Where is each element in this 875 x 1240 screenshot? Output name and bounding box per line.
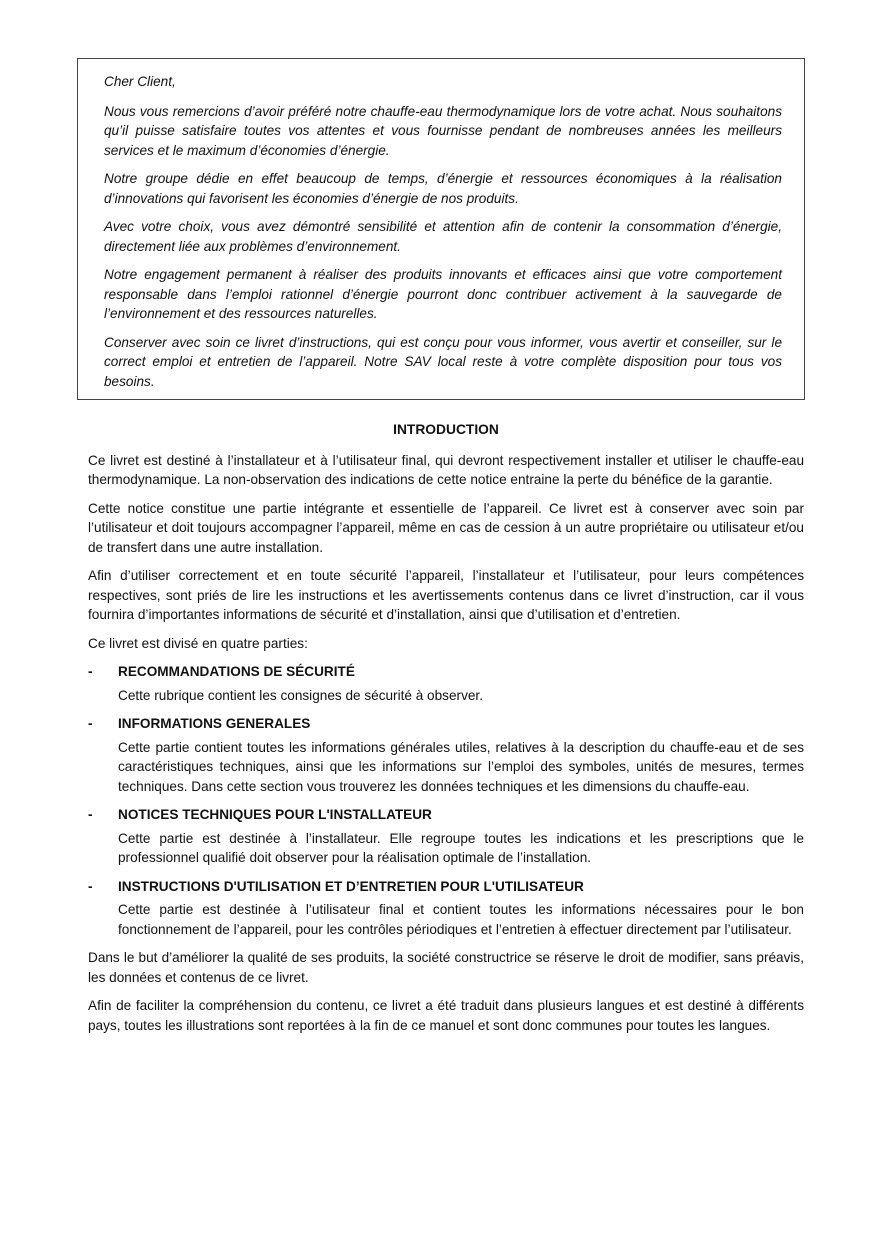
- list-item: [88, 805, 804, 868]
- part-description: Cette rubrique contient les consignes de sécurité à observer.: [118, 687, 483, 703]
- intro-paragraph: Afin d’utiliser correctement et en toute sécurité l’appareil, l’installateur et l’utilisateur, pour leurs compétences respectives, sont priés de lire les instructions et les avertissements contenus dans ce livret d’instruction, car il vous fournira d’importantes informations de sécurité et d’installation, ainsi que d’utilisation et d’entretien.: [88, 568, 804, 622]
- letter-paragraph: Nous vous remercions d’avoir préféré notre chauffe-eau thermodynamique lors de votre achat. Nous souhaitons qu’il puisse satisfaire toutes vos attentes et vous fournisse pendant de nombreuses années les meilleurs services et le maximum d’économies d’énergie.: [104, 103, 782, 158]
- part-title: INSTRUCTIONS D'UTILISATION ET D’ENTRETIEN POUR L'UTILISATEUR: [118, 878, 584, 894]
- introduction-section: [88, 420, 804, 1044]
- closing-paragraph: Afin de faciliter la compréhension du contenu, ce livret a été traduit dans plusieurs langues et est destiné à différents pays, toutes les illustrations sont reportées à la fin de ce manuel et sont donc communes pour toutes les langues.: [88, 998, 804, 1033]
- bullet-dash: -: [88, 878, 93, 894]
- part-title: INFORMATIONS GENERALES: [118, 716, 311, 731]
- bullet-dash: -: [88, 716, 93, 731]
- intro-paragraph: Ce livret est destiné à l’installateur et à l’utilisateur final, qui devront respectivement installer et utiliser le chauffe-eau thermodynamique. La non-observation des indications de cette notice entraine la perte du bénéfice de la garantie.: [88, 452, 804, 487]
- part-description: Cette partie est destinée à l’utilisateur final et contient toutes les informations nécessaires pour le bon fonctionnement de l’appareil, pour les contrôles périodiques et l’entretien à effectuer directement par l’utilisateur.: [118, 902, 804, 937]
- letter-paragraph: Conserver avec soin ce livret d’instructions, qui est conçu pour vous informer, vous avertir et conseiller, sur le correct emploi et entretien de l’appareil. Notre SAV local reste à votre complète disposition pour tous vos besoins.: [104, 334, 782, 389]
- section-title: INTRODUCTION: [393, 422, 499, 437]
- letter-greeting: Cher Client,: [104, 74, 176, 89]
- letter-paragraph: Notre engagement permanent à réaliser des produits innovants et efficaces ainsi que votre comportement responsable dans l’emploi rationnel d’énergie pourront donc contribuer activement à la sauvegarde de l’environnement et des ressources naturelles.: [104, 267, 782, 321]
- list-item: [88, 714, 804, 796]
- bullet-dash: -: [88, 807, 93, 822]
- intro-paragraph: Cette notice constitue une partie intégrante et essentielle de l’appareil. Ce livret est à conserver avec soin par l’utilisateur et doit toujours accompagner l’appareil, même en cas de cession à un autre propriétaire ou utilisateur et/ou de transfert dans une autre installation.: [88, 500, 804, 555]
- list-item: [88, 662, 804, 705]
- parts-intro: Ce livret est divisé en quatre parties:: [88, 635, 308, 651]
- welcome-letter-box: [77, 58, 805, 400]
- part-title: NOTICES TECHNIQUES POUR L'INSTALLATEUR: [118, 807, 432, 822]
- bullet-dash: -: [88, 664, 93, 679]
- letter-paragraph: Avec votre choix, vous avez démontré sensibilité et attention afin de contenir la consommation d’énergie, directement liée aux problèmes d’environnement.: [104, 219, 782, 254]
- part-description: Cette partie contient toutes les informations générales utiles, relatives à la description du chauffe-eau et de ses caractéristiques techniques, ainsi que les informations sur l’emploi des symboles, unités de mesures, termes techniques. Dans cette section vous trouverez les données techniques et les dimensions du chauffe-eau.: [118, 739, 804, 794]
- letter-paragraph: Notre groupe dédie en effet beaucoup de temps, d’énergie et ressources économiques à la réalisation d’innovations qui favorisent les économies d’énergie de nos produits.: [104, 171, 782, 206]
- list-item: [88, 877, 804, 940]
- closing-paragraph: Dans le but d’améliorer la qualité de ses produits, la société constructrice se réserve le droit de modifier, sans préavis, les données et contenus de ce livret.: [88, 950, 804, 985]
- part-title: RECOMMANDATIONS DE SÉCURITÉ: [118, 664, 355, 679]
- part-description: Cette partie est destinée à l’installateur. Elle regroupe toutes les indications et les prescriptions que le professionnel qualifié doit observer pour la réalisation optimale de l’installation.: [118, 830, 804, 865]
- parts-list: [88, 662, 804, 939]
